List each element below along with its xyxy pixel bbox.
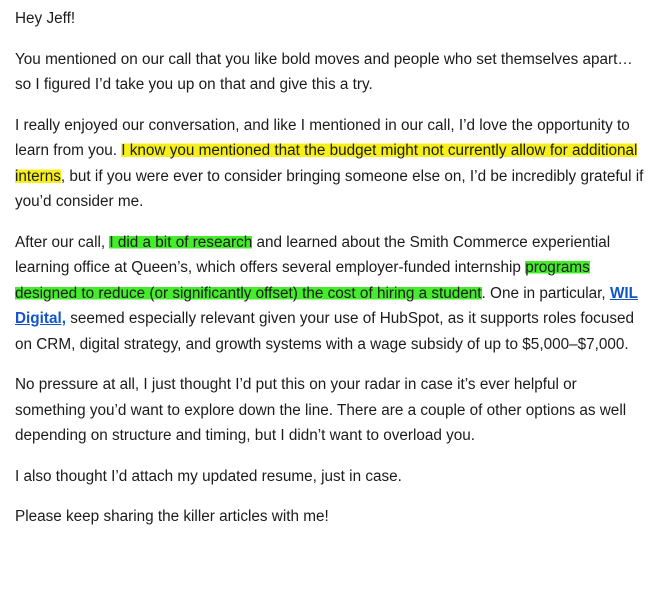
paragraph-research-text-end: seemed especially relevant given your use of HubSpot, as it supports roles focused on CRM, digital strategy, and growth systems with a wage subsidy of up to $5,000–$7,000. bbox=[15, 310, 634, 353]
green-highlight-research: I did a bit of research bbox=[109, 233, 253, 251]
greeting: Hey Jeff! bbox=[15, 10, 76, 27]
paragraph-research bbox=[15, 230, 647, 358]
paragraph-conversation bbox=[15, 113, 647, 215]
paragraph-intro: You mentioned on our call that you like bold moves and people who set themselves apart… so I figured I’d take you up on that and give this a try. bbox=[15, 50, 633, 93]
green-highlight-programs: programs designed to reduce (or significantly offset) the cost of hiring a student bbox=[15, 259, 590, 302]
paragraph-no-pressure: No pressure at all, I just thought I’d put this on your radar in case it’s ever helpful or something you’d want to explore down the line. There are a couple of other options as well depending on structure and timing, but I didn’t want to overload you. bbox=[15, 376, 627, 444]
paragraph-resume: I also thought I’d attach my updated resume, just in case. bbox=[15, 467, 402, 485]
yellow-highlight-budget: I know you mentioned that the budget might not currently allow for additional interns bbox=[15, 142, 638, 185]
paragraph-conversation-text-end: , but if you were ever to consider bringing someone else on, I’d be incredibly grateful if you’d consider me. bbox=[15, 167, 644, 210]
paragraph-research-text-particular: . One in particular, bbox=[481, 284, 610, 302]
paragraph-research-text-middle: and learned about the Smith Commerce experiential learning office at Queen’s, which offers several employer-funded internship bbox=[15, 233, 611, 276]
paragraph-conversation-text-start: I really enjoyed our conversation, and like I mentioned in our call, I’d love the opportunity to learn from you. bbox=[15, 116, 630, 159]
email-body bbox=[15, 6, 647, 545]
paragraph-research-text-start: After our call, bbox=[15, 233, 110, 251]
paragraph-closing: Please keep sharing the killer articles with me! bbox=[15, 508, 329, 525]
wil-digital-link[interactable]: WIL Digital, bbox=[15, 284, 638, 327]
